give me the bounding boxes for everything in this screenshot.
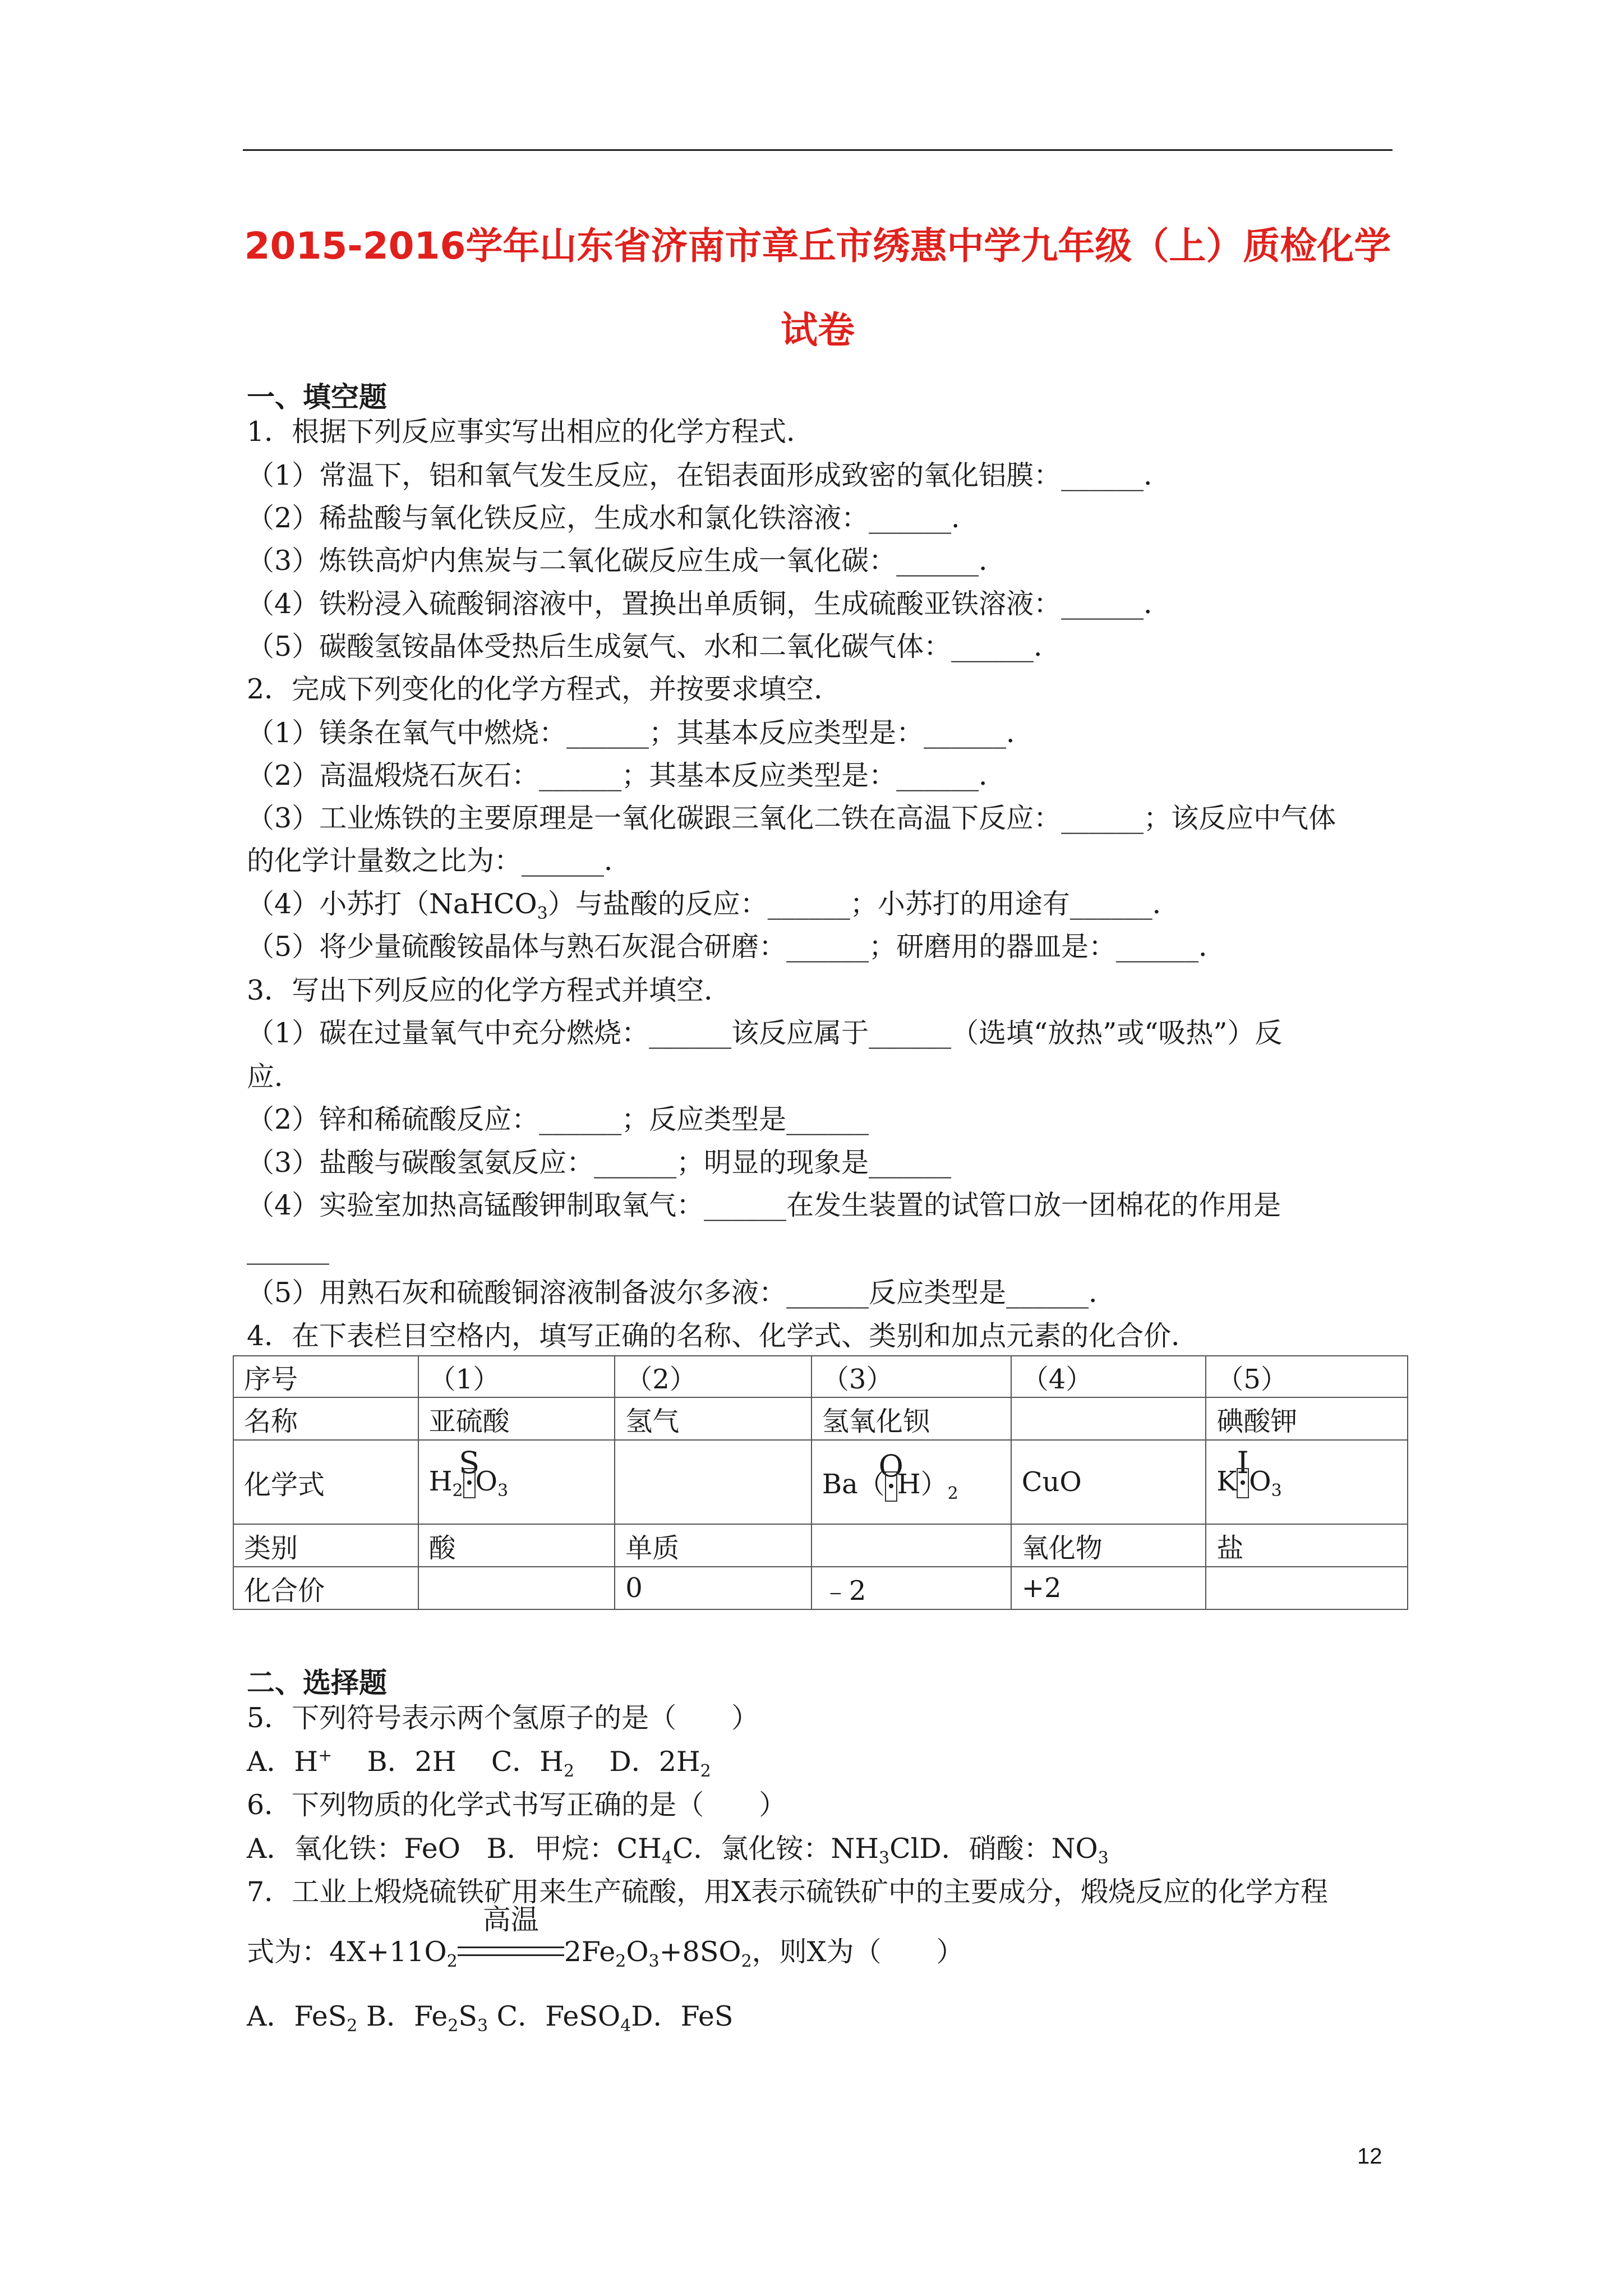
q5-option-d[interactable]: D．$2H_2$ [609, 1746, 711, 1781]
table-cell: 名称 [233, 1397, 418, 1440]
q7-option-c[interactable]: C．FeSO$_4$ [496, 2000, 631, 2036]
q3-stem: 3．写出下列反应的化学方程式并填空． [247, 974, 732, 1006]
table-cell: 化合价 [233, 1567, 418, 1609]
q5-option-a[interactable]: A．H+ [247, 1746, 333, 1778]
q5-stem: 5．下列符号表示两个氢原子的是（ ） [247, 1702, 759, 1734]
q3-item-4-cont: ______ [247, 1233, 329, 1265]
table-cell: （2） [615, 1356, 811, 1397]
q2-item-1: （1）镁条在氧气中燃烧：______；其基本反应类型是：______． [247, 717, 1034, 749]
table-row-formula [233, 1440, 1408, 1524]
q2-item-3-cont: 的化学计量数之比为：______． [247, 845, 632, 877]
q3-item-2: （2）锌和稀硫酸反应：______；反应类型是______ [247, 1103, 869, 1135]
q5-options [247, 1745, 711, 1779]
q6-option-c[interactable]: C．氯化铵：$NH_3Cl$ [672, 1833, 920, 1868]
table-row-name [233, 1397, 1408, 1440]
dotted-element: I [1237, 1466, 1249, 1499]
table-cell: +2 [1011, 1567, 1206, 1609]
table-cell: 亚硫酸 [418, 1397, 615, 1440]
table-row-type [233, 1524, 1408, 1567]
table-cell: （4） [1011, 1356, 1206, 1397]
q3-item-1-cont: 应． [247, 1061, 302, 1093]
formula-cell-3: Ba（ O $H)_2$ [811, 1440, 1011, 1524]
table-cell: （1） [418, 1356, 615, 1397]
q7-option-d[interactable]: D．FeS [631, 2000, 734, 2032]
q4-stem: 4．在下表栏目空格内，填写正确的名称、化学式、类别和加点元素的化合价． [247, 1320, 1199, 1352]
q1-stem: 1．根据下列反应事实写出相应的化学方程式． [247, 416, 814, 448]
q2-stem: 2．完成下列变化的化学方程式，并按要求填空． [247, 673, 842, 705]
table-cell: 盐 [1206, 1524, 1408, 1567]
table-cell: 类别 [233, 1524, 418, 1567]
top-rule [243, 149, 1393, 151]
table-cell: 化学式 [233, 1440, 418, 1524]
section-heading-fill-blank: 一、填空题 [247, 381, 387, 413]
q7-options [247, 2000, 734, 2036]
dotted-element: S [463, 1466, 476, 1499]
table-cell: 氢氧化钡 [811, 1397, 1011, 1440]
table-row-header [233, 1356, 1408, 1397]
q6-option-d[interactable]: D．硝酸：$NO_3$ [919, 1833, 1109, 1868]
table-cell: ﹣2 [811, 1567, 1011, 1609]
table-cell [1011, 1397, 1206, 1440]
q1-item-2: （2）稀盐酸与氧化铁反应，生成水和氯化铁溶液：______． [247, 502, 979, 534]
table-cell [418, 1567, 615, 1609]
q1-item-1: （1）常温下，铝和氧气发生反应，在铝表面形成致密的氧化铝膜：______． [247, 459, 1172, 491]
reaction-arrow: 高温 [458, 1938, 564, 1971]
q1-item-5: （5）碳酸氢铵晶体受热后生成氨气、水和二氧化碳气体：______． [247, 631, 1062, 662]
q3-item-5: （5）用熟石灰和硫酸铜溶液制备波尔多液：______反应类型是______． [247, 1277, 1117, 1309]
q5-option-c[interactable]: C．$H_2$ [491, 1746, 575, 1781]
table-cell: 氧化物 [1011, 1524, 1206, 1567]
formula-cell-4: CuO [1011, 1440, 1206, 1524]
formula-cell-1: $H_2$ S $O_3$ [418, 1440, 615, 1524]
q2-item-2: （2）高温煅烧石灰石：______；其基本反应类型是：______． [247, 760, 1007, 792]
q6-option-b[interactable]: B．甲烷：$CH_4$ [486, 1833, 672, 1868]
q3-item-1: （1）碳在过量氧气中充分燃烧：______该反应属于______（选填“放热”或“吸热”）反 [247, 1017, 1283, 1049]
table-cell: 0 [615, 1567, 811, 1609]
table-row-valence [233, 1567, 1408, 1609]
table-cell [1206, 1567, 1408, 1609]
q1-item-4: （4）铁粉浸入硫酸铜溶液中，置换出单质铜，生成硫酸亚铁溶液：______． [247, 588, 1172, 620]
q2-item-3: （3）工业炼铁的主要原理是一氧化碳跟三氧化二铁在高温下反应：______；该反应中气体 [247, 802, 1336, 834]
table-cell: （3） [811, 1356, 1011, 1397]
q7-option-a[interactable]: A．FeS$_2$ [247, 2000, 358, 2036]
q6-stem: 6．下列物质的化学式书写正确的是（ ） [247, 1789, 787, 1821]
table-cell [615, 1440, 811, 1524]
q3-item-3: （3）盐酸与碳酸氢氨反应：______；明显的现象是______ [247, 1147, 952, 1179]
section-heading-choice: 二、选择题 [247, 1667, 387, 1699]
table-cell: 氢气 [615, 1397, 811, 1440]
q2-item-5: （5）将少量硫酸铵晶体与熟石灰混合研磨：______；研磨用的器皿是：______． [247, 931, 1227, 963]
q5-option-b[interactable]: B．2H [367, 1746, 457, 1778]
document-title: 2015-2016学年山东省济南市章丘市绣惠中学九年级（上）质检化学 [244, 224, 1391, 268]
table-cell: 单质 [615, 1524, 811, 1567]
q2-item-4: （4）小苏打（NaHCO$_3$）与盐酸的反应：______；小苏打的用途有______． [247, 888, 1180, 923]
table-cell: 酸 [418, 1524, 615, 1567]
q7-option-b[interactable]: B．$Fe_2S_3$ [366, 2000, 488, 2036]
table-cell [811, 1524, 1011, 1567]
dotted-element: O [885, 1469, 897, 1502]
table-cell: 序号 [233, 1356, 418, 1397]
q6-options [247, 1832, 1109, 1866]
document-title-cont: 试卷 [781, 309, 855, 352]
q3-item-4: （4）实验室加热高锰酸钾制取氧气：______在发生装置的试管口放一团棉花的作用是 [247, 1189, 1281, 1221]
q7-equation: 式为：$4X+11O_2$ 高温 $2Fe_2O_3+8SO_2$，则X为（ ） [247, 1903, 964, 1971]
q4-table [233, 1355, 1408, 1610]
table-cell: （5） [1206, 1356, 1408, 1397]
formula-cell-5: K I $O_3$ [1206, 1440, 1408, 1524]
page-number: 12 [1357, 2144, 1382, 2169]
q7-stem: 7．工业上煅烧硫铁矿用来生产硫酸，用X表示硫铁矿中的主要成分，煅烧反应的化学方程 [247, 1876, 1329, 1908]
q1-item-3: （3）炼铁高炉内焦炭与二氧化碳反应生成一氧化碳：______． [247, 545, 1007, 577]
q6-option-a[interactable]: A．氧化铁：FeO [247, 1833, 460, 1865]
table-cell: 碘酸钾 [1206, 1397, 1408, 1440]
